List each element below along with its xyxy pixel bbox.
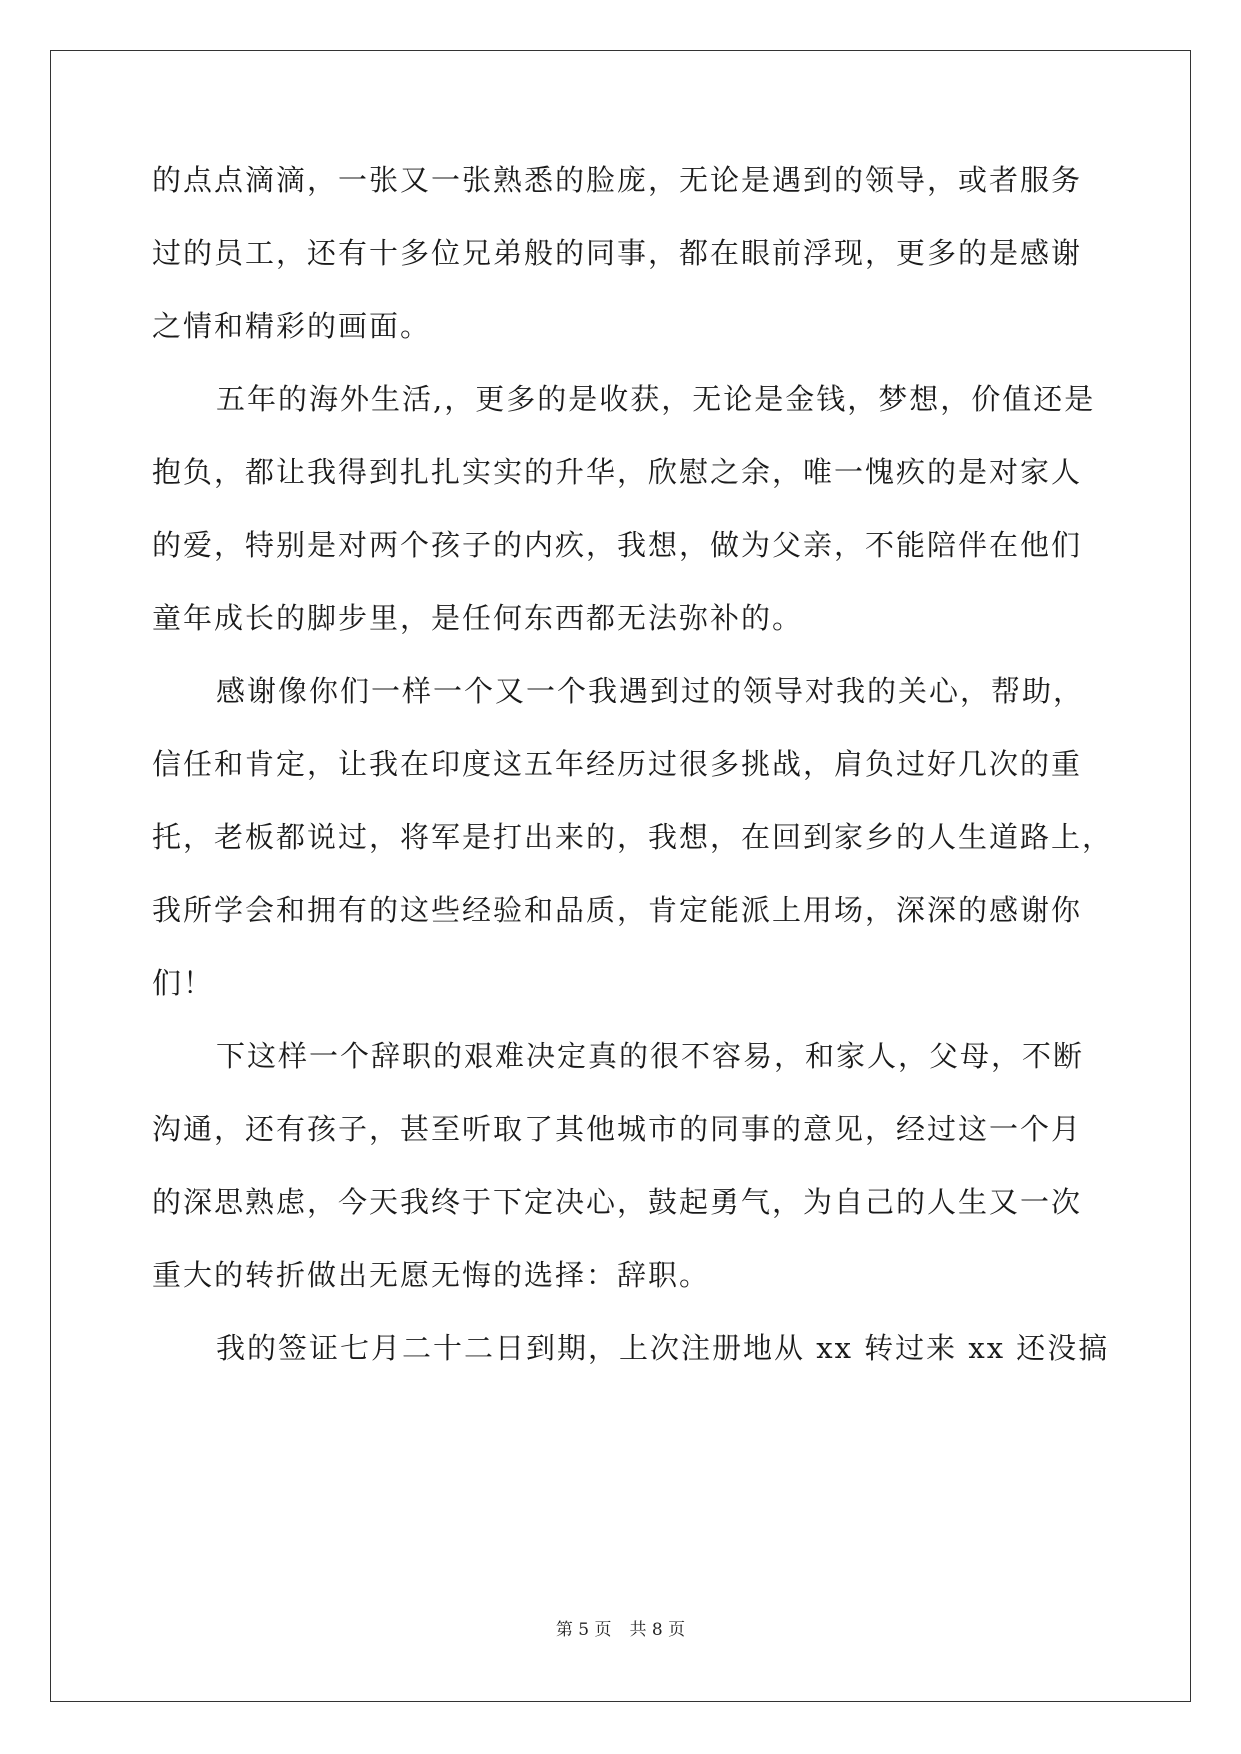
- page-footer: [0, 1618, 1241, 1642]
- text-line: 们！: [152, 966, 215, 1000]
- text-line: 沟通，还有孩子，甚至听取了其他城市的同事的意见，经过这一个月: [152, 1112, 1083, 1146]
- text-line: 托，老板都说过，将军是打出来的，我想，在回到家乡的人生道路上，: [152, 820, 1114, 854]
- text-line: 信任和肯定，让我在印度这五年经历过很多挑战，肩负过好几次的重: [152, 747, 1083, 781]
- text-line: 我所学会和拥有的这些经验和品质，肯定能派上用场，深深的感谢你: [152, 893, 1083, 927]
- paragraph-first-line: 感谢像你们一样一个又一个我遇到过的领导对我的关心，帮助，: [216, 674, 1085, 708]
- text-line: 抱负，都让我得到扎扎实实的升华，欣慰之余，唯一愧疚的是对家人: [152, 455, 1083, 489]
- text-line: 的爱，特别是对两个孩子的内疚，我想，做为父亲，不能陪伴在他们: [152, 528, 1083, 562]
- text-line: 之情和精彩的画面。: [152, 309, 432, 343]
- text-line: 过的员工，还有十多位兄弟般的同事，都在眼前浮现，更多的是感谢: [152, 236, 1083, 270]
- text-line: 童年成长的脚步里，是任何东西都无法弥补的。: [152, 601, 804, 635]
- text-line: 重大的转折做出无愿无悔的选择：辞职。: [152, 1258, 711, 1292]
- page-number: 第 5 页: [555, 1620, 612, 1640]
- paragraph-first-line: 下这样一个辞职的艰难决定真的很不容易，和家人，父母，不断: [216, 1039, 1085, 1073]
- text-line: 的点点滴滴，一张又一张熟悉的脸庞，无论是遇到的领导，或者服务: [152, 163, 1083, 197]
- page-total: 共 8 页: [629, 1620, 686, 1640]
- text-line: 的深思熟虑，今天我终于下定决心，鼓起勇气，为自己的人生又一次: [152, 1185, 1083, 1219]
- paragraph-first-line: 五年的海外生活,，更多的是收获，无论是金钱，梦想，价值还是: [216, 382, 1096, 416]
- paragraph-first-line: 我的签证七月二十二日到期，上次注册地从 xx 转过来 xx 还没搞: [216, 1331, 1110, 1365]
- page-border: [50, 50, 1191, 1702]
